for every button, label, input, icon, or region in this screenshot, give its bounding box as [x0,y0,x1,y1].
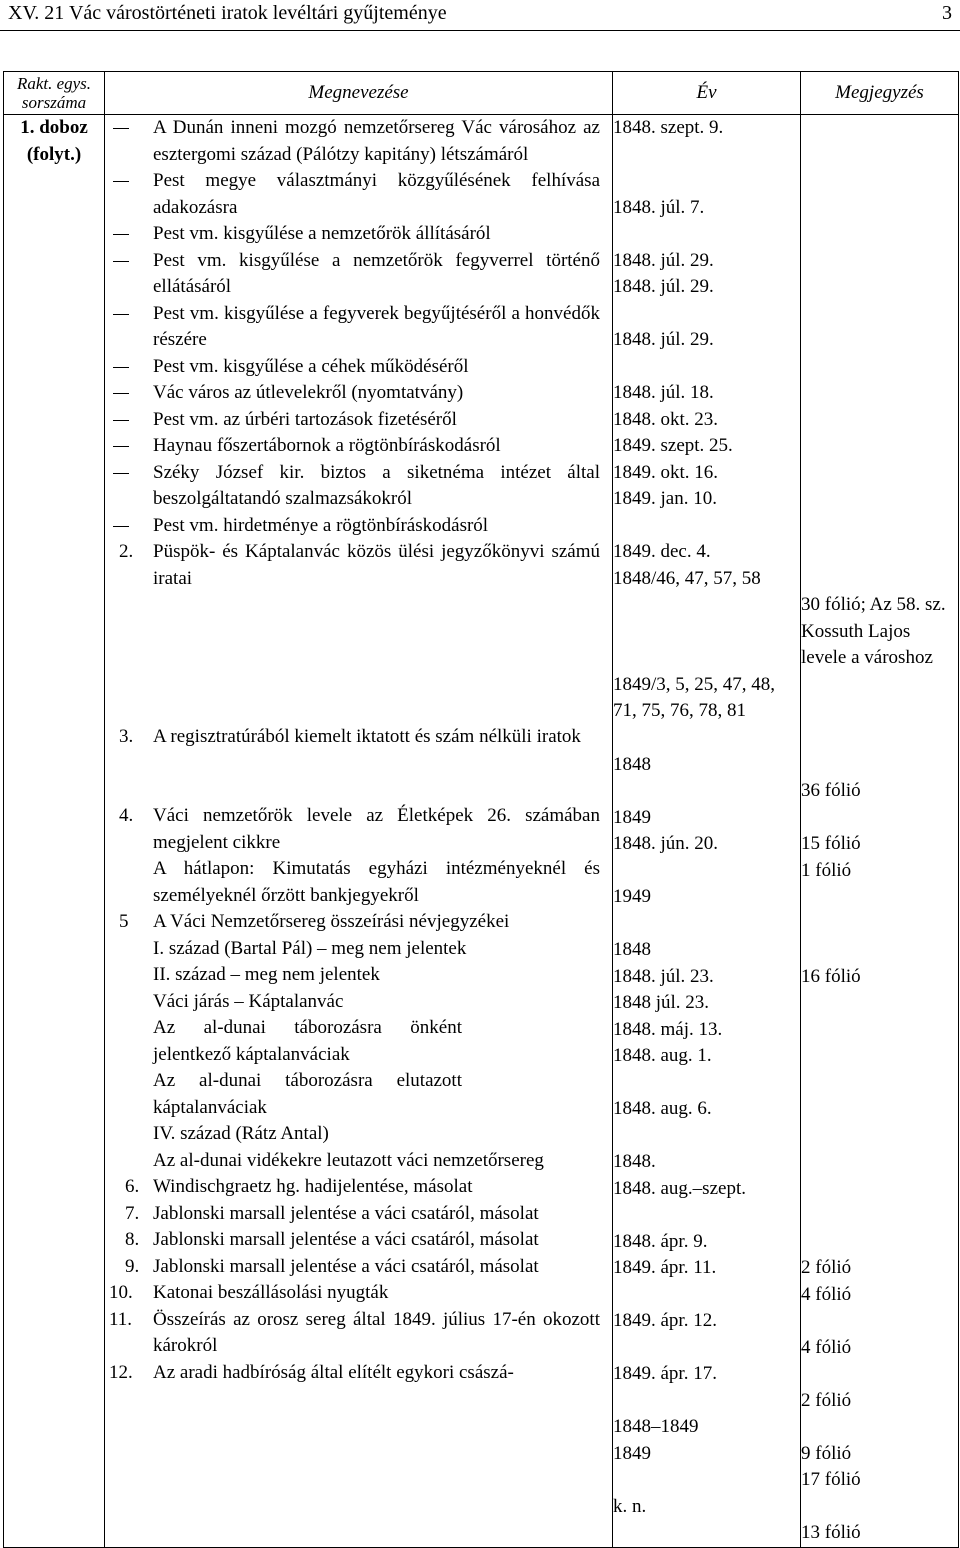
item-text: A regisztratúrából kiemelt iktatott és szám nélküli iratok [153,726,581,747]
table-row [4,115,959,1548]
item-number: 11. [109,1308,133,1330]
header-rule [0,30,960,31]
list-item: Pest vm. kisgyűlése a céhek működéséről [105,354,612,381]
item-text: Katonai beszállásolási nyugták [153,1282,389,1303]
list-item: Váci járás – Káptalanvác [153,990,344,1012]
item-text: Váci nemzetőrök levele az Életképek 26. számában megjelent cikkre [153,805,600,853]
item-number: 12. [109,1361,133,1383]
list-item: Haynau főszertábornok a rögtönbíráskodásról [105,433,612,460]
list-item [105,1227,612,1254]
list-item: A hátlapon: Kimutatás egyházi intézményeknél és személyeknél őrzött bankjegyekről [153,858,600,906]
list-item [105,803,612,856]
page-header [0,0,960,30]
list-item: Az al-dunai táborozásra önként jelentkező káptalanváciak [153,1017,462,1065]
column-header-year: Év [613,72,801,115]
item-number: 2. [119,541,134,562]
list-item: Pest megye választmányi közgyűlésének felhívása adakozásra [105,168,612,221]
item-text: Jablonski marsall jelentése a váci csatáról, másolat [153,1255,539,1277]
list-item: IV. század (Rátz Antal) [153,1123,329,1144]
item-number: 6. [125,1176,140,1197]
column-header-name: Megnevezése [105,72,613,115]
list-item [105,1174,612,1201]
list-item: Az al-dunai vidékekre leutazott váci nemzetőrsereg [153,1149,544,1171]
item-number: 9. [125,1255,140,1277]
list-item [105,1201,612,1228]
year-cell: 1848. szept. 9. 1848. júl. 7. 1848. júl. 29. 1848. júl. 29. 1848. júl. 29. 1848. júl. 18. 1848. okt. 23. 1849. szept. 25. 1849. okt. 16. 1849. jan. 10. 1849. dec. 4. 1848/46, 47, 57, 58 1849/3, 5, 25, 47, 48, 71, 75, 76, 78, 81 1848 1849 1848. jún. 20. 1949 1848 1848. júl. 23. 1848 júl. 23. 1848. máj. 13. 1848. aug. 1. 1848. aug. 6. 1848. 1848. aug.–szept. 1848. ápr. 9. 1849. ápr. 11. 1849. ápr. 12. 1849. ápr. 17. 1848–1849 1849 k. n. [613,115,801,1548]
box-number: 1. doboz (folyt.) [4,115,105,1548]
list-item: Pest vm. hirdetménye a rögtönbíráskodásról [105,513,612,540]
item-text: Windischgraetz hg. hadijelentése, másolat [153,1176,473,1197]
list-item: A Dunán inneni mozgó nemzetőrsereg Vác városához az esztergomi század (Pálótzy kapitány) létszámáról [105,115,612,168]
list-item: II. század – meg nem jelentek [153,964,380,985]
list-item: Vác város az útlevelekről (nyomtatvány) [105,380,612,407]
item-number: 10. [109,1282,133,1303]
item-number: 8. [125,1229,140,1250]
column-header-number: Rakt. egys. sorszáma [4,72,105,115]
list-item: Pest vm. az úrbéri tartozások fizetéséről [105,407,612,434]
table-header-row [4,72,959,115]
item-number: 3. [119,726,134,747]
item-number: 7. [125,1202,140,1224]
list-item [105,1360,612,1387]
note-cell: 30 fólió; Az 58. sz. Kossuth Lajos levele a városhoz 36 fólió 15 fólió 1 fólió 16 fólió 2 fólió 4 fólió 4 fólió 2 fólió 9 fólió 17 fólió 13 fólió [801,115,959,1548]
list-item: I. század (Bartal Pál) – meg nem jelentek [153,937,467,959]
page-title: XV. 21 Vác várostörténeti iratok levéltári gyűjteménye [8,2,447,24]
item-text: Jablonski marsall jelentése a váci csatáról, másolat [153,1229,539,1250]
page-number: 3 [942,2,952,24]
inventory-table [3,71,959,1548]
list-item [105,909,612,936]
column-header-note: Megjegyzés [801,72,959,115]
item-text: A Váci Nemzetőrsereg összeírási névjegyzékei [153,911,510,932]
item-number: 4. [119,805,134,826]
list-item [105,724,612,803]
list-item: Pest vm. kisgyűlése a fegyverek begyűjtéséről a honvédők részére [105,301,612,354]
list-item [105,1280,612,1307]
item-text: Püspök- és Káptalanvác közös ülési jegyzőkönyvi számú iratai [153,541,600,589]
list-item [105,1307,612,1360]
item-text: Jablonski marsall jelentése a váci csatáról, másolat [153,1202,539,1224]
list-item: Az al-dunai táborozásra elutazott káptalanváciak [153,1070,462,1118]
list-item: Széky József kir. biztos a siketnéma intézet által beszolgáltatandó szalmazsákokról [105,460,612,513]
item-number: 5 [119,911,129,932]
description-cell [105,115,613,1548]
list-item [105,539,612,724]
item-text: Összeírás az orosz sereg által 1849. július 17-én okozott károkról [153,1308,600,1356]
item-text: Az aradi hadbíróság által elítélt egykori császá- [153,1361,514,1383]
list-item: Pest vm. kisgyűlése a nemzetőrök fegyverrel történő ellátásáról [105,248,612,301]
list-item [105,1254,612,1281]
list-item: Pest vm. kisgyűlése a nemzetőrök állításáról [105,221,612,248]
